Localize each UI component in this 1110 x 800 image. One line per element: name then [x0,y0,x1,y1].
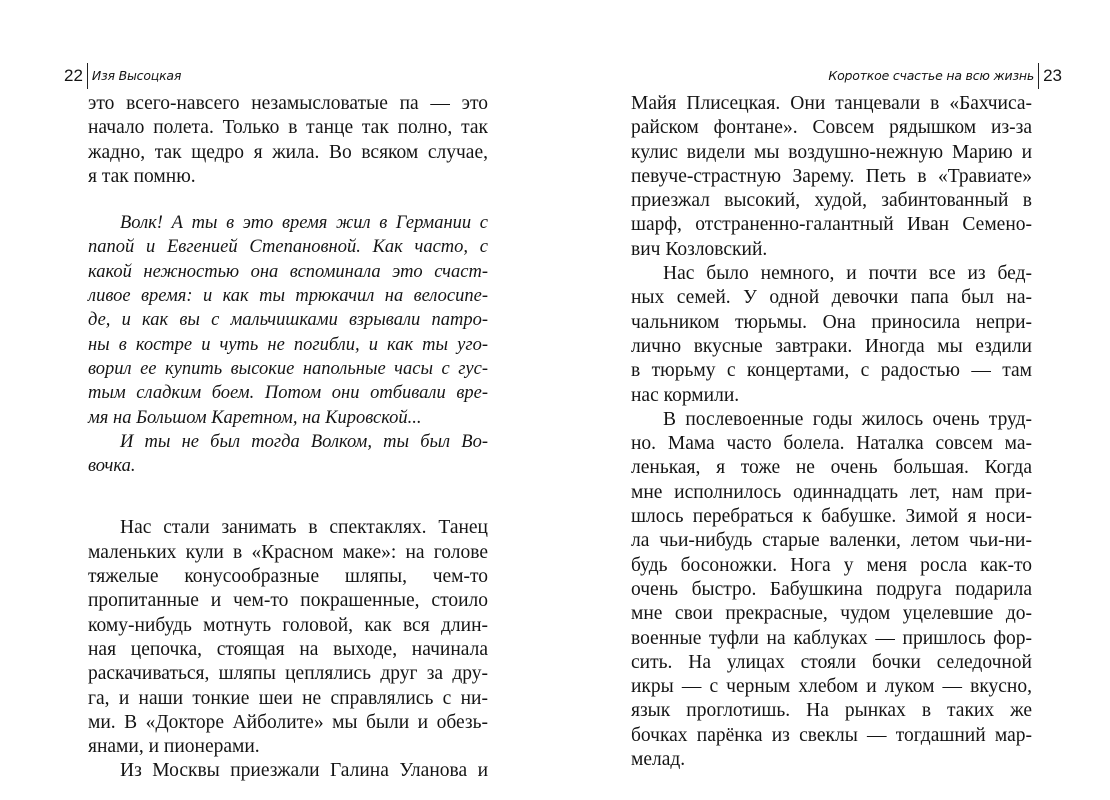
paragraph [631,92,1032,262]
text-line: В послевоенные годы жилось очень труд- [663,408,1032,430]
text-line: ленькая, я тоже не очень большая. Когда [631,457,1032,479]
text-line: Майя Плисецкая. Они танцевали в «Бахчиса- [631,93,1032,114]
text-line: ми. В «Докторе Айболите» мы были и обезь- [88,711,488,733]
text-line: лично вкусные завтраки. Иногда мы ездили [631,335,1032,357]
italic-paragraph [88,430,488,479]
text-line: какой нежностью она вспоминала это счаст- [88,261,488,282]
text-line: Нас стали занимать в спектаклях. Танец [120,517,488,539]
text-line: шлось перебраться к бабушке. Зимой я носи- [631,506,1032,528]
right-text-column [631,92,1032,772]
text-line: И ты не был тогда Волком, ты был Во- [120,431,488,452]
text-line: папой и Евгенией Степановной. Как часто, с [88,237,488,258]
paragraph [88,516,488,759]
page-number-left: 22 [64,66,83,85]
text-line: де, и как вы с мальчишками взрывали патро- [88,310,488,331]
text-line: вочка. [88,456,136,477]
italic-paragraph [88,211,488,430]
left-page-header [64,62,181,90]
text-line: га, и наши тонкие шеи не справлялись с ни- [88,687,488,709]
text-line: в тюрьму с концертами, с радостью — там [631,360,1032,382]
text-line: Волк! А ты в это время жил в Германии с [120,213,488,234]
text-line: ла чьи-нибудь старые валенки, летом чьи-ни- [631,530,1032,552]
text-line: мелад. [631,749,686,771]
text-line: маленьких кули в «Красном маке»: на голове [88,541,488,563]
text-line: райском фонтане». Совсем рядышком из-за [631,117,1032,139]
paragraph [88,92,488,189]
running-head-right: Короткое счастье на всю жизнь [828,68,1035,83]
paragraph [88,759,488,783]
paragraph [631,408,1032,772]
text-line: сить. На улицах стояли бочки селедочной [631,651,1032,673]
text-line: певуче-страстную Зарему. Петь в «Травиате» [631,165,1032,187]
text-line: Нас было немного, и почти все из бед- [663,263,1032,285]
text-line: будь босоножки. Нога у меня росла как-то [631,554,1032,576]
text-line: очень быстро. Бабушкина подруга подарила [631,578,1032,600]
left-text-column [88,92,488,784]
text-line: ны в костре и чуть не погибли, и как ты уго- [88,334,488,355]
header-divider [1038,63,1039,89]
text-line: ливое время: и как ты трюкачил на велосипе- [88,286,488,307]
text-line: мя на Большом Каретном, на Кировской... [88,407,422,428]
text-line: чальником тюрьмы. Она приносила непри- [631,311,1032,333]
text-line: Из Москвы приезжали Галина Уланова и [120,760,488,782]
text-line: янами, и пионерами. [88,736,260,758]
text-line: бочках парёнка из свеклы — тогдашний мар- [631,724,1032,746]
text-line: но. Мама часто болела. Наталка совсем ма- [631,433,1032,455]
text-line: икры — с черным хлебом и луком — вкусно, [631,676,1032,698]
text-line: раскачиваться, шляпы цеплялись друг за дру- [88,663,488,685]
text-line: язык проглотишь. На рынках в таких же [631,700,1032,722]
text-line: приезжал высокий, худой, забинтованный в [631,190,1032,212]
text-line: тяжелые конусообразные шляпы, чем-то [88,566,488,588]
text-line: кулис видели мы воздушно-нежную Марию и [631,141,1032,163]
right-page [555,0,1110,800]
text-line: жадно, так щедро я жила. Во всяком случае, [88,141,488,163]
text-line: кому-нибудь мотнуть головой, как вся длин- [88,614,488,636]
text-line: мне свои прекрасные, чудом уцелевшие до- [631,603,1032,625]
text-line: нас кормили. [631,384,740,406]
page-number-right: 23 [1043,66,1062,85]
text-line: вич Козловский. [631,238,768,260]
text-line: ворил ее купить высокие напольные часы с гус- [88,358,488,379]
text-line: ных семей. У одной девочки папа был на- [631,287,1032,309]
text-line: военные туфли на каблуках — пришлось фор- [631,627,1032,649]
text-line: это всего-навсего незамысловатые па — это [88,93,488,114]
running-head-left: Изя Высоцкая [91,68,182,83]
text-line: пропитанные и чем-то покрашенные, стоило [88,590,488,612]
text-line: ная цепочка, стоящая на выходе, начинала [88,638,488,660]
right-page-header [828,62,1062,90]
text-line: я так помню. [88,165,196,187]
text-line: шарф, отстраненно-галантный Иван Семено- [631,214,1032,236]
text-line: начало полета. Только в танце так полно, так [88,117,488,139]
text-line: мне исполнилось одиннадцать лет, нам при- [631,481,1032,503]
text-line: тым сладким боем. Потом они отбивали вре- [88,383,488,404]
paragraph [631,262,1032,408]
header-divider [87,63,88,89]
